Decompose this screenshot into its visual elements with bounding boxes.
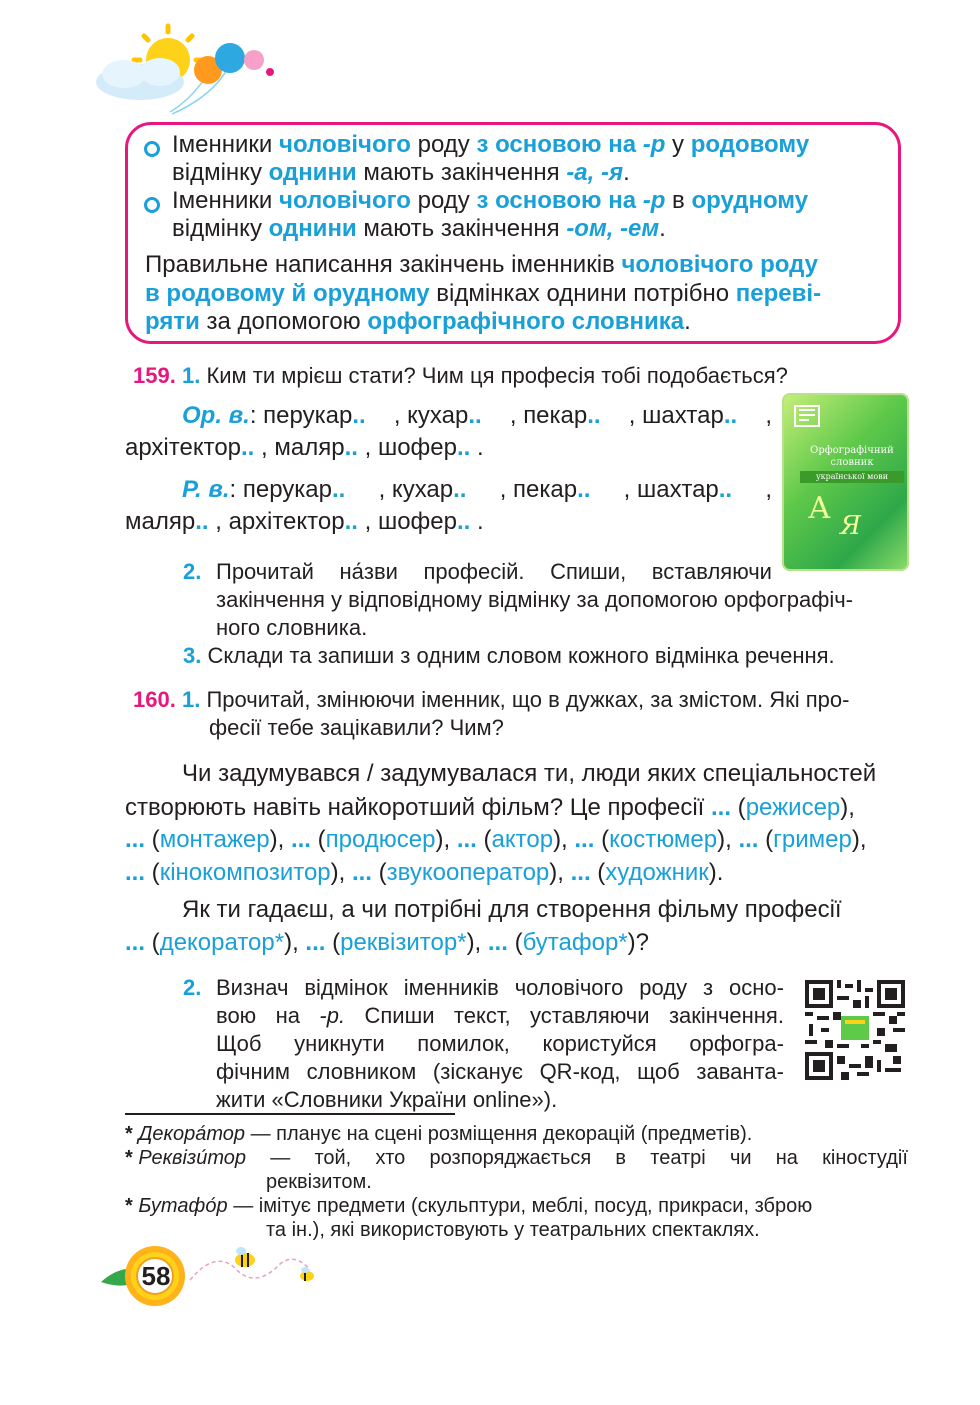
text-line-3: ... (монтажер), ... (продюсер), ... (актор), ... (костюмер), ... (гример),	[125, 826, 867, 853]
footnote-2-line-2: реквізитом.	[266, 1171, 372, 1193]
text-line-4: ... (кінокомпозитор), ... (звукооператор), ... (художник).	[125, 859, 724, 886]
rule-3-line-1: Правильне написання закінчень іменників чоловічого роду	[145, 251, 818, 278]
dictionary-letter-ya: Я	[840, 511, 861, 541]
exercise-159-task-2-line-1: Прочитай на́зви професій. Спиши, вставляючи	[216, 559, 772, 584]
exercise-160-task-1-line-2: фесії тебе зацікавили? Чим?	[209, 715, 504, 740]
instrumental-case-line-1: Ор. в.: перукар.. , кухар.. , пекар.. , шахтар.. ,	[182, 402, 772, 429]
bee-icon	[235, 1247, 255, 1267]
exercise-159-task-1: 159. 1. Ким ти мрієш стати? Чим ця професія тобі подобається?	[133, 363, 788, 388]
dictionary-title: Орфографічний словник української мови	[800, 445, 904, 483]
exercise-160-task-2-label: 2.	[183, 975, 202, 1000]
exercise-160-task-2-line-1: Визнач відмінок іменників чоловічого роду з осно-	[216, 975, 784, 1000]
bullet-icon	[144, 141, 160, 157]
book-logo-icon	[794, 405, 820, 427]
text-line-2: створюють навіть найкоротший фільм? Це професії ... (режисер),	[125, 794, 855, 821]
exercise-160-task-2-line-5: жити «Словники України online»).	[216, 1087, 558, 1112]
rule-3-line-2: в родовому й орудному відмінках однини потрібно переві-	[145, 280, 822, 307]
footnote-2-line-1: * Реквізи́тор — той, хто розпоряджається в театрі чи на кіностудії	[125, 1147, 908, 1169]
exercise-159-task-2-line-2: закінчення у відповідному відмінку за допомогою орфографіч-	[216, 587, 854, 612]
footnote-divider	[125, 1113, 455, 1115]
genitive-case-line-1: Р. в.: перукар.. , кухар.. , пекар.. , шахтар.. ,	[182, 476, 772, 503]
dictionary-letter-a: А	[808, 491, 831, 526]
cloud-icon	[96, 58, 184, 100]
page-number-decoration	[95, 1240, 335, 1320]
bee-icon	[300, 1267, 314, 1281]
footnote-1: * Декора́тор — планує на сцені розміщення декорацій (предметів).	[125, 1123, 753, 1145]
rule-1-line-1: Іменники чоловічого роду з основою на -р у родовому	[172, 131, 810, 158]
exercise-160-task-2-line-3: Щоб уникнути помилок, користуйся орфогра-	[216, 1031, 784, 1056]
text-line-5: Як ти гадаєш, а чи потрібні для створення фільму професії	[182, 896, 842, 923]
footnote-3-line-2: та ін.), які використовують у театральних спектаклях.	[266, 1219, 760, 1241]
rule-1-line-2: відмінку однини мають закінчення -а, -я.	[172, 159, 630, 186]
sun-cloud-balloons-illustration	[80, 20, 300, 120]
rule-3-line-3: ряти за допомогою орфографічного словника.	[145, 308, 691, 335]
exercise-160-task-1-line-1: 160. 1. Прочитай, змінюючи іменник, що в дужках, за змістом. Які про-	[133, 687, 850, 712]
text-line-1: Чи задумувався / задумувалася ти, люди яких спеціальностей	[182, 760, 877, 787]
rule-2-line-2: відмінку однини мають закінчення -ом, -ем.	[172, 215, 666, 242]
exercise-160-task-2-line-2: вою на -р. Спиши текст, уставляючи закінчення.	[216, 1003, 784, 1028]
text-line-6: ... (декоратор*), ... (реквізитор*), ... (бутафор*)?	[125, 929, 649, 956]
instrumental-case-line-2: архітектор.. , маляр.. , шофер.. .	[125, 434, 484, 461]
rule-2-line-1: Іменники чоловічого роду з основою на -р в орудному	[172, 187, 809, 214]
exercise-160-task-2-line-4: фічним словником (зісканує QR-код, щоб заванта-	[216, 1059, 784, 1084]
genitive-case-line-2: маляр.. , архітектор.. , шофер.. .	[125, 508, 484, 535]
exercise-159-task-2-line-3: ного словника.	[216, 615, 368, 640]
page-number: 58	[141, 1261, 171, 1291]
exercise-159-task-3: 3. Склади та запиши з одним словом кожного відмінка речення.	[183, 643, 835, 668]
footnote-3-line-1: * Бутафо́р — імітує предмети (скульптури, меблі, посуд, прикраси, зброю	[125, 1195, 813, 1217]
qr-code-icon[interactable]	[805, 980, 905, 1080]
bullet-icon	[144, 197, 160, 213]
spelling-dictionary-image	[782, 393, 909, 571]
exercise-159-task-2-label: 2.	[183, 559, 202, 584]
